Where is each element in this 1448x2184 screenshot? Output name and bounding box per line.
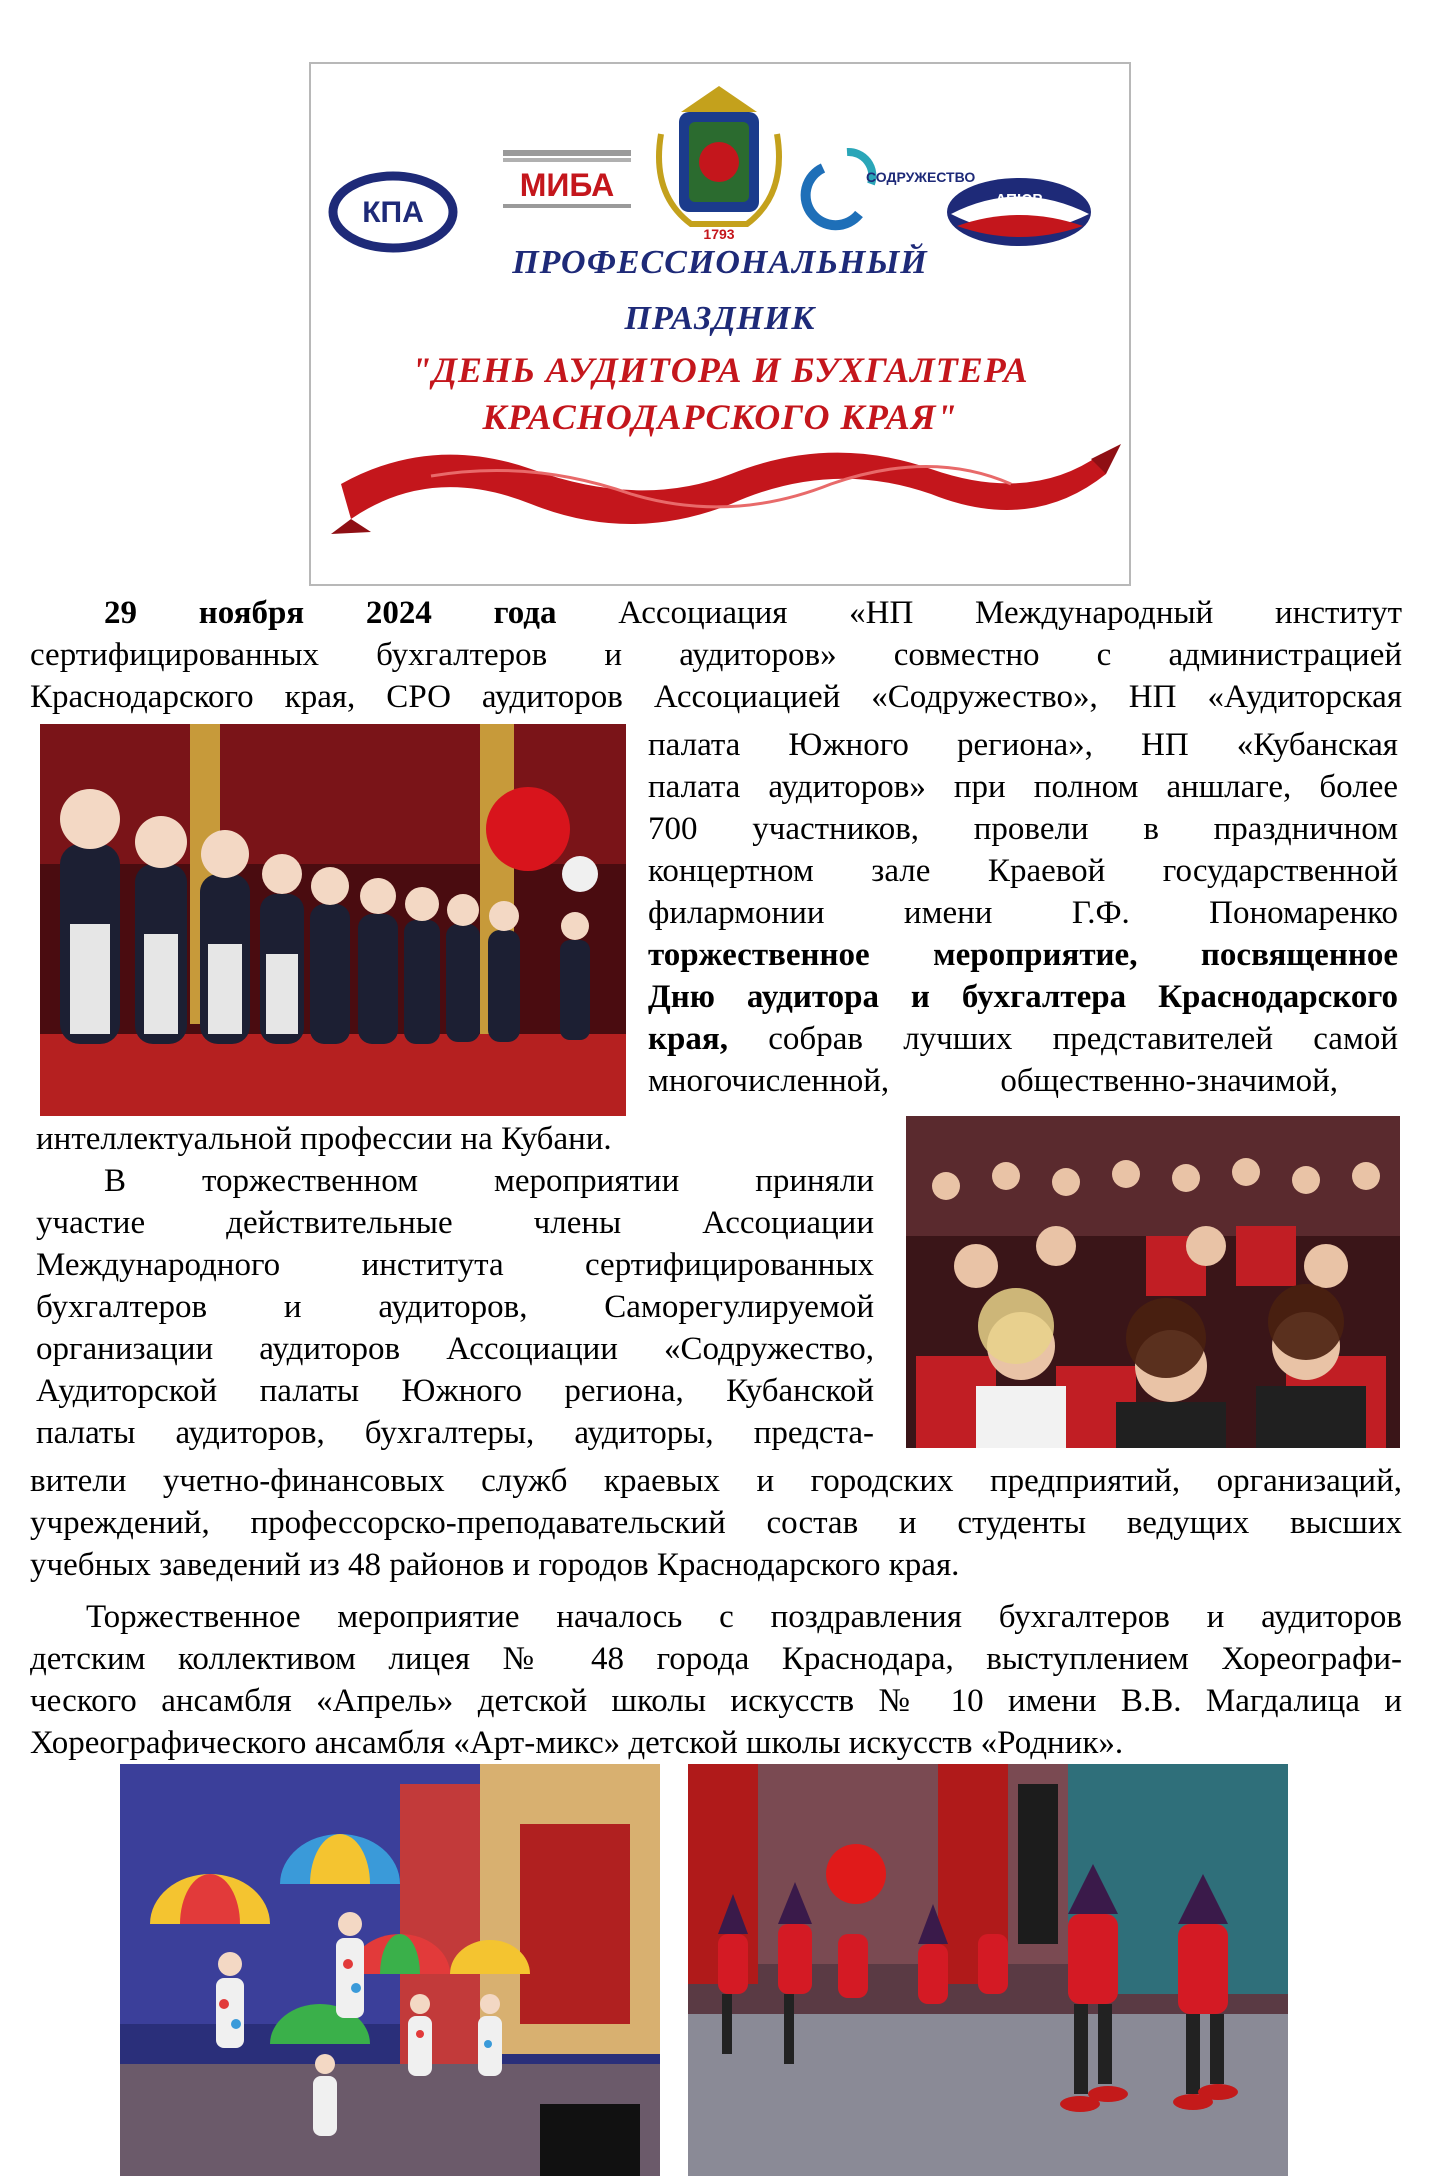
text-line: участие действительные члены Ассоциации xyxy=(36,1205,874,1241)
text-line: учебных заведений из 48 районов и городов Краснодарского края. xyxy=(30,1547,960,1583)
audience-image xyxy=(906,1116,1400,1448)
text-line: Хореографического ансамбля «Арт-микс» детской школы искусств «Родник». xyxy=(30,1725,1124,1761)
text-line: палаты аудиторов, бухгалтеры, аудиторы, предста- xyxy=(36,1415,874,1451)
children-choir-image xyxy=(40,724,626,1116)
paragraph-1 xyxy=(30,592,1402,718)
kpa-logo xyxy=(333,176,453,248)
text-line xyxy=(30,592,1402,634)
text-line: концертном зале Краевой государственной xyxy=(648,853,1398,889)
text-line xyxy=(648,1018,1398,1060)
banner-title-line-3: "ДЕНЬ АУДИТОРА И БУХГАЛТЕРА xyxy=(411,350,1029,390)
text-line: В торжественном мероприятии приняли xyxy=(104,1163,874,1199)
event-banner xyxy=(309,62,1131,586)
miba-logo-text: МИБА xyxy=(519,167,615,203)
text-line: палата аудиторов» при полном аншлаге, более xyxy=(648,769,1398,805)
umbrella-dance-image xyxy=(120,1764,660,2176)
text-span: собрав лучших представителей самой xyxy=(727,1021,1398,1057)
banner-title-line-1: ПРОФЕССИОНАЛЬНЫЙ xyxy=(512,244,928,281)
text-line: 700 участников, провели в праздничном xyxy=(648,811,1398,847)
apyur-logo-text: АПЮР xyxy=(995,191,1043,208)
text-line xyxy=(648,934,1398,976)
paragraph-2-wrap xyxy=(36,1160,874,1454)
text-line: организации аудиторов Ассоциации «Содружество, xyxy=(36,1331,874,1367)
bold-span: края, xyxy=(648,1021,728,1057)
text-line: интеллектуальной профессии на Кубани. xyxy=(36,1121,612,1157)
banner-title-line-4: КРАСНОДАРСКОГО КРАЯ" xyxy=(482,397,958,437)
coat-of-arms-year: 1793 xyxy=(703,226,735,242)
gnome-dance-image xyxy=(688,1764,1288,2176)
text-line xyxy=(648,976,1398,1018)
text-line: Аудиторской палаты Южного региона, Кубанской xyxy=(36,1373,874,1409)
paragraph-1-end xyxy=(36,1118,886,1160)
ribbon-decoration xyxy=(331,444,1121,534)
banner-title-line-2: ПРАЗДНИК xyxy=(624,300,816,337)
text-line: Торжественное мероприятие началось с поздравления бухгалтеров и аудиторов xyxy=(86,1599,1402,1635)
audience-photo xyxy=(906,1116,1400,1448)
text-line: сертифицированных бухгалтеров и аудиторов» совместно с администрацией xyxy=(30,637,1402,673)
text-line: вители учетно-финансовых служб краевых и городских предприятий, организаций, xyxy=(30,1463,1402,1499)
text-line: многочисленной, общественно-значимой, xyxy=(648,1063,1338,1099)
text-line: палата Южного региона», НП «Кубанская xyxy=(648,727,1398,763)
text-line: ческого ансамбля «Апрель» детской школы искусств № 10 имени В.В. Магдалица и xyxy=(30,1683,1402,1719)
text-line: бухгалтеров и аудиторов, Саморегулируемой xyxy=(36,1289,874,1325)
paragraph-3 xyxy=(30,1596,1402,1764)
kpa-logo-text: КПА xyxy=(362,196,424,229)
text-line: филармонии имени Г.Ф. Пономаренко xyxy=(648,895,1398,931)
bold-span: Дню аудитора и бухгалтера Краснодарского xyxy=(648,979,1398,1015)
date-bold: 29 ноября 2024 года xyxy=(104,595,557,631)
miba-logo xyxy=(503,150,631,208)
sodruzhestvo-logo-text: СОДРУЖЕСТВО xyxy=(866,169,976,185)
gnome-dance-photo xyxy=(688,1764,1288,2176)
text-line: Краснодарского края, СРО аудиторов Ассоциацией «Содружество», НП «Аудиторская xyxy=(30,679,1402,715)
children-choir-photo xyxy=(40,724,626,1116)
text-line: детским коллективом лицея № 48 города Краснодара, выступлением Хореографи- xyxy=(30,1641,1402,1677)
text-span: Ассоциация «НП Международный институт xyxy=(556,595,1402,631)
umbrella-dance-photo xyxy=(120,1764,660,2176)
krasnodar-coat-of-arms xyxy=(659,86,779,242)
text-line: учреждений, профессорско-преподавательский состав и студенты ведущих высших xyxy=(30,1505,1402,1541)
paragraph-1-wrap xyxy=(648,724,1398,1102)
text-line: Международного института сертифицированных xyxy=(36,1247,874,1283)
bold-span: торжественное мероприятие, посвященное xyxy=(648,937,1398,973)
paragraph-2-continued xyxy=(30,1460,1402,1586)
apyur-logo xyxy=(947,178,1091,246)
